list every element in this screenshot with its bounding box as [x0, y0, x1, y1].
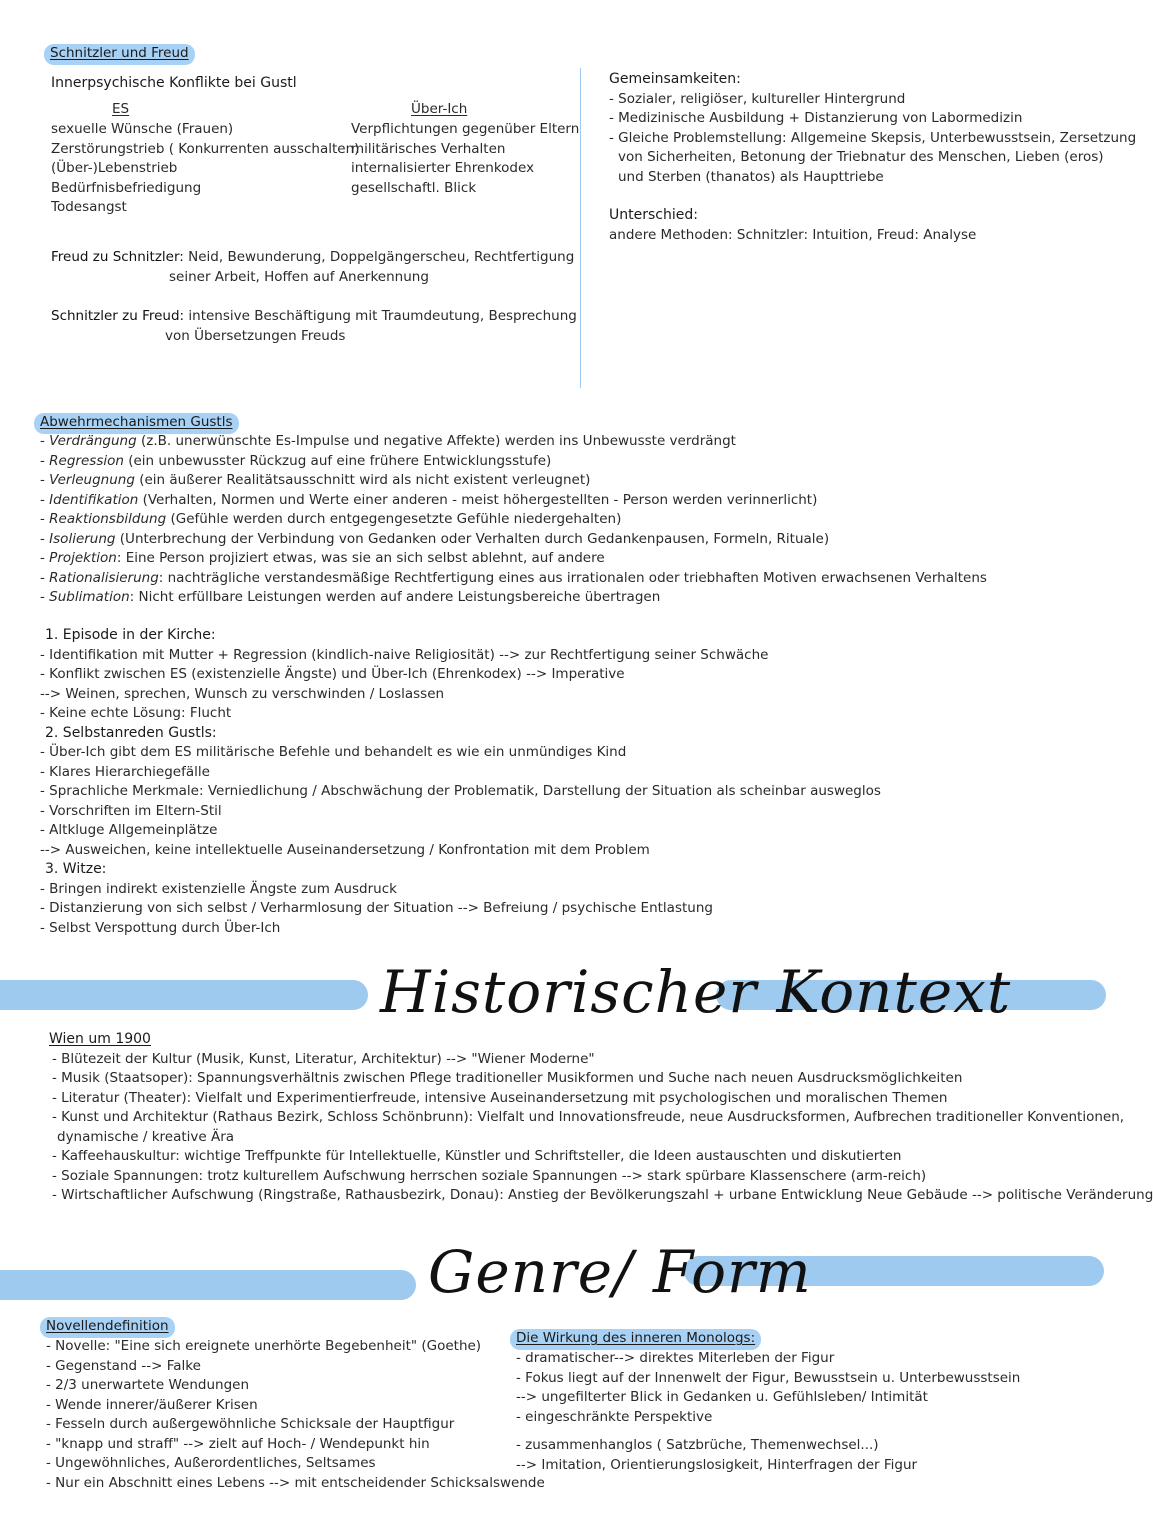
list-item: - Gleiche Problemstellung: Allgemeine Skepsis, Unterbewusstsein, Zersetzung — [609, 129, 1137, 146]
freud-label: Freud zu Schnitzler: — [51, 249, 184, 265]
banner-stripe-left — [0, 1270, 416, 1300]
section-heading-monolog: Die Wirkung des inneren Monologs: — [516, 1329, 761, 1350]
list-item: - Novelle: "Eine sich ereignete unerhörte Begebenheit" (Goethe) — [46, 1338, 482, 1354]
list-item: - Verleugnung (ein äußerer Realitätsausschnitt wird als nicht existent verleugnet) — [40, 472, 591, 488]
schnitzler-label: Schnitzler zu Freud: — [51, 308, 185, 324]
list-item: - Identifikation (Verhalten, Normen und Werte einer anderen - meist höhergestellten - Person werden verinnerlicht) — [40, 491, 818, 508]
list-item: - Isolierung (Unterbrechung der Verbindung von Gedanken oder Verhalten durch Gedankenpausen, Formeln, Rituale) — [40, 530, 830, 547]
episode2-title: 2. Selbstanreden Gustls: — [45, 724, 217, 741]
list-item: - Wirtschaftlicher Aufschwung (Ringstraße, Rathausbezirk, Donau): Anstieg der Bevölkerungszahl + urbane Entwicklung Neue Gebäude --> politische Veränderung — [52, 1187, 1153, 1203]
list-item: - Identifikation mit Mutter + Regression (kindlich-naive Religiosität) --> zur Rechtfertigung seiner Schwäche — [40, 646, 769, 663]
list-item: - dramatischer--> direktes Miterleben der Figur — [516, 1350, 835, 1366]
list-item: - Klares Hierarchiegefälle — [40, 763, 210, 780]
banner-stripe-left — [0, 980, 368, 1010]
list-item: - Vorschriften im Eltern-Stil — [40, 802, 222, 819]
list-item: - zusammenhanglos ( Satzbrüche, Themenwechsel...) — [516, 1437, 879, 1453]
list-item: dynamische / kreative Ära — [57, 1128, 235, 1145]
es-header: ES — [112, 101, 130, 117]
list-item: - Wende innerer/äußerer Krisen — [46, 1396, 258, 1413]
episode1-title: 1. Episode in der Kirche: — [45, 627, 216, 643]
list-item: - Distanzierung von sich selbst / Verharmlosung der Situation --> Befreiung / psychische Entlastung — [40, 900, 713, 916]
diff-title: Unterschied: — [609, 207, 698, 223]
es-list — [51, 120, 359, 218]
list-item: - Musik (Staatsoper): Spannungsverhältnis zwischen Pflege traditioneller Musikformen und Suche nach neuen Ausdrucksmöglichkeiten — [52, 1070, 963, 1086]
list-item: - Kunst und Architektur (Rathaus Bezirk, Schloss Schönbrunn): Vielfalt und Innovationsfreude, neue Ausdrucksformen, Aufbrechen traditioneller Konventionen, — [52, 1109, 1125, 1125]
list-item: internalisierter Ehrenkodex — [351, 160, 535, 176]
list-item: - Ungewöhnliches, Außerordentliches, Seltsames — [46, 1455, 376, 1471]
list-item: - Nur ein Abschnitt eines Lebens --> mit entscheidender Schicksalswende — [46, 1474, 545, 1491]
list-item: von Sicherheiten, Betonung der Triebnatur des Menschen, Lieben (eros) — [618, 149, 1104, 165]
list-item: - Soziale Spannungen: trotz kulturellem Aufschwung herrschen soziale Spannungen --> stark spürbare Klassenschere (arm-reich) — [52, 1167, 927, 1184]
section-heading-schnitzler-freud: Schnitzler und Freud — [50, 44, 195, 65]
list-item: - Über-Ich gibt dem ES militärische Befehle und behandelt es wie ein unmündiges Kind — [40, 744, 627, 760]
banner-title-historisch: Historischer Kontext — [380, 958, 1012, 1026]
list-item: (Über-)Lebenstrieb — [51, 160, 178, 176]
list-item: - eingeschränkte Perspektive — [516, 1408, 713, 1425]
list-item: Zerstörungstrieb ( Konkurrenten ausschalten) — [51, 140, 360, 157]
historisch-block — [49, 1030, 1153, 1206]
list-item: - Bringen indirekt existenzielle Ängste zum Ausdruck — [40, 880, 397, 897]
list-item: gesellschaftl. Blick — [351, 179, 477, 196]
list-item: - Medizinische Ausbildung + Distanzierung von Labormedizin — [609, 110, 1023, 126]
ueber-ich-list — [351, 120, 579, 198]
historisch-subtitle: Wien um 1900 — [49, 1031, 151, 1047]
gemeinsamkeiten-block — [609, 70, 1136, 187]
freud-zu-schnitzler — [51, 248, 574, 268]
list-item: - Selbst Verspottung durch Über-Ich — [40, 919, 281, 936]
section-heading-novelle: Novellendefinition — [46, 1317, 175, 1338]
freud-text-1: Neid, Bewunderung, Doppelgängerscheu, Rechtfertigung — [188, 249, 575, 265]
monolog-list-2 — [516, 1436, 917, 1475]
list-item: --> Ausweichen, keine intellektuelle Auseinandersetzung / Konfrontation mit dem Problem — [40, 841, 650, 858]
list-item: - Fesseln durch außergewöhnliche Schicksale der Hauptfigur — [46, 1416, 455, 1432]
list-item: militärisches Verhalten — [351, 140, 506, 157]
list-item: - Sozialer, religiöser, kultureller Hintergrund — [609, 90, 906, 107]
schnitzler-zu-freud — [51, 307, 577, 327]
list-item: - Literatur (Theater): Vielfalt und Experimentierfreude, intensive Auseinandersetzung mit psychologischen und moralischen Themen — [52, 1089, 948, 1106]
conflicts-title: Innerpsychische Konflikte bei Gustl — [51, 75, 297, 91]
list-item: Verpflichtungen gegenüber Eltern — [351, 121, 580, 137]
unterschied-block — [609, 206, 976, 245]
schnitzler-text-2: von Übersetzungen Freuds — [165, 328, 346, 344]
list-item: --> ungefilterter Blick in Gedanken u. Gefühlsleben/ Intimität — [516, 1389, 928, 1405]
list-item: - Kaffeehauskultur: wichtige Treffpunkte für Intellektuelle, Künstler und Schriftsteller, die Ideen austauschten und diskutierten — [52, 1148, 902, 1164]
list-item: - Konflikt zwischen ES (existenzielle Ängste) und Über-Ich (Ehrenkodex) --> Imperative — [40, 666, 625, 682]
banner-title-genre: Genre/ Form — [428, 1238, 812, 1306]
list-item: - Blütezeit der Kultur (Musik, Kunst, Literatur, Architektur) --> "Wiener Moderne" — [52, 1050, 595, 1067]
list-item: - 2/3 unerwartete Wendungen — [46, 1377, 250, 1393]
list-item: - Rationalisierung: nachträgliche verstandesmäßige Rechtfertigung eines aus irrationalen oder triebhaften Motiven erwachsenen Verhaltens — [40, 569, 987, 586]
abwehr-list — [40, 432, 987, 608]
column-divider — [580, 68, 581, 388]
list-item: - Keine echte Lösung: Flucht — [40, 705, 232, 721]
diff-text: andere Methoden: Schnitzler: Intuition, Freud: Analyse — [609, 226, 977, 243]
episode3-title: 3. Witze: — [45, 861, 107, 877]
list-item: Todesangst — [51, 199, 127, 215]
schnitzler-text-1: intensive Beschäftigung mit Traumdeutung, Besprechung — [188, 308, 577, 324]
section-heading-abwehr: Abwehrmechanismen Gustls — [40, 413, 239, 434]
list-item: und Sterben (thanatos) als Haupttriebe — [618, 168, 884, 185]
list-item: - Altkluge Allgemeinplätze — [40, 822, 218, 838]
monolog-list — [516, 1349, 1020, 1427]
list-item: - Regression (ein unbewusster Rückzug auf eine frühere Entwicklungsstufe) — [40, 452, 552, 469]
list-item: --> Weinen, sprechen, Wunsch zu verschwinden / Loslassen — [40, 685, 445, 702]
freud-text-2: seiner Arbeit, Hoffen auf Anerkennung — [169, 269, 429, 285]
list-item: - Verdrängung (z.B. unerwünschte Es-Impulse und negative Affekte) werden ins Unbewusste verdrängt — [40, 433, 736, 449]
episodes-block — [40, 626, 881, 938]
list-item: - Sprachliche Merkmale: Verniedlichung / Abschwächung der Problematik, Darstellung der Situation als scheinbar ausweglos — [40, 783, 881, 799]
list-item: - Reaktionsbildung (Gefühle werden durch entgegengesetzte Gefühle niedergehalten) — [40, 511, 622, 527]
novelle-list — [46, 1337, 545, 1493]
list-item: - Gegenstand --> Falke — [46, 1357, 201, 1374]
list-item: sexuelle Wünsche (Frauen) — [51, 121, 234, 137]
list-item: Bedürfnisbefriedigung — [51, 179, 202, 196]
list-item: - "knapp und straff" --> zielt auf Hoch- / Wendepunkt hin — [46, 1435, 430, 1452]
ueber-ich-header: Über-Ich — [411, 101, 468, 117]
common-title: Gemeinsamkeiten: — [609, 71, 741, 87]
list-item: - Sublimation: Nicht erfüllbare Leistungen werden auf andere Leistungsbereiche übertragen — [40, 589, 661, 605]
list-item: --> Imitation, Orientierungslosigkeit, Hinterfragen der Figur — [516, 1456, 918, 1473]
list-item: - Fokus liegt auf der Innenwelt der Figur, Bewusstsein u. Unterbewusstsein — [516, 1369, 1021, 1386]
list-item: - Projektion: Eine Person projiziert etwas, was sie an sich selbst ablehnt, auf andere — [40, 550, 605, 566]
